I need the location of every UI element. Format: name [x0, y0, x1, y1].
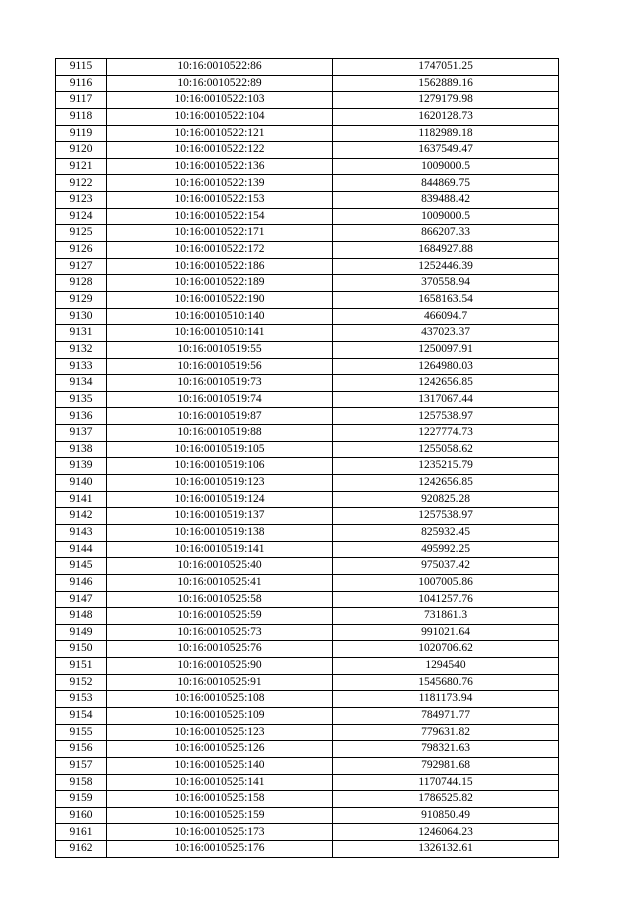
row-number-cell: 9137	[56, 425, 107, 442]
cadastral-number-cell: 10:16:0010525:123	[107, 724, 333, 741]
row-number-cell: 9158	[56, 774, 107, 791]
row-number-cell: 9140	[56, 475, 107, 492]
cadastral-number-cell: 10:16:0010519:73	[107, 375, 333, 392]
cadastral-value-table	[55, 58, 559, 858]
table-row	[56, 691, 559, 708]
row-number-cell: 9157	[56, 757, 107, 774]
value-cell: 466094.7	[333, 308, 559, 325]
cadastral-number-cell: 10:16:0010519:138	[107, 524, 333, 541]
cadastral-number-cell: 10:16:0010522:89	[107, 75, 333, 92]
table-row	[56, 524, 559, 541]
row-number-cell: 9117	[56, 92, 107, 109]
cadastral-number-cell: 10:16:0010522:104	[107, 108, 333, 125]
table-row	[56, 175, 559, 192]
table-row	[56, 724, 559, 741]
value-cell: 1545680.76	[333, 674, 559, 691]
row-number-cell: 9116	[56, 75, 107, 92]
table-row	[56, 624, 559, 641]
cadastral-number-cell: 10:16:0010522:171	[107, 225, 333, 242]
cadastral-number-cell: 10:16:0010522:122	[107, 142, 333, 159]
row-number-cell: 9125	[56, 225, 107, 242]
cadastral-number-cell: 10:16:0010522:153	[107, 192, 333, 209]
table-row	[56, 242, 559, 259]
row-number-cell: 9126	[56, 242, 107, 259]
cadastral-number-cell: 10:16:0010525:108	[107, 691, 333, 708]
cadastral-number-cell: 10:16:0010525:91	[107, 674, 333, 691]
row-number-cell: 9155	[56, 724, 107, 741]
cadastral-number-cell: 10:16:0010522:172	[107, 242, 333, 259]
value-cell: 1786525.82	[333, 791, 559, 808]
cadastral-number-cell: 10:16:0010525:59	[107, 608, 333, 625]
cadastral-number-cell: 10:16:0010525:176	[107, 841, 333, 858]
table-row	[56, 425, 559, 442]
table-row	[56, 491, 559, 508]
row-number-cell: 9122	[56, 175, 107, 192]
table-row	[56, 158, 559, 175]
cadastral-number-cell: 10:16:0010525:158	[107, 791, 333, 808]
value-cell: 1242656.85	[333, 475, 559, 492]
cadastral-number-cell: 10:16:0010522:189	[107, 275, 333, 292]
cadastral-number-cell: 10:16:0010525:140	[107, 757, 333, 774]
row-number-cell: 9130	[56, 308, 107, 325]
row-number-cell: 9150	[56, 641, 107, 658]
row-number-cell: 9143	[56, 524, 107, 541]
value-cell: 910850.49	[333, 807, 559, 824]
cadastral-number-cell: 10:16:0010525:141	[107, 774, 333, 791]
table-row	[56, 108, 559, 125]
table-row	[56, 308, 559, 325]
cadastral-number-cell: 10:16:0010519:105	[107, 441, 333, 458]
value-cell: 370558.94	[333, 275, 559, 292]
cadastral-number-cell: 10:16:0010519:141	[107, 541, 333, 558]
value-cell: 1255058.62	[333, 441, 559, 458]
value-cell: 1294540	[333, 658, 559, 675]
row-number-cell: 9138	[56, 441, 107, 458]
cadastral-number-cell: 10:16:0010522:186	[107, 258, 333, 275]
row-number-cell: 9121	[56, 158, 107, 175]
table-row	[56, 275, 559, 292]
row-number-cell: 9118	[56, 108, 107, 125]
value-cell: 1264980.03	[333, 358, 559, 375]
row-number-cell: 9135	[56, 391, 107, 408]
cadastral-number-cell: 10:16:0010525:41	[107, 574, 333, 591]
row-number-cell: 9115	[56, 59, 107, 76]
table-row	[56, 258, 559, 275]
value-cell: 1009000.5	[333, 158, 559, 175]
table-row	[56, 791, 559, 808]
table-row	[56, 541, 559, 558]
table-row	[56, 325, 559, 342]
value-cell: 1041257.76	[333, 591, 559, 608]
table-row	[56, 75, 559, 92]
row-number-cell: 9132	[56, 341, 107, 358]
row-number-cell: 9159	[56, 791, 107, 808]
value-cell: 1182989.18	[333, 125, 559, 142]
row-number-cell: 9123	[56, 192, 107, 209]
table-row	[56, 375, 559, 392]
table-row	[56, 574, 559, 591]
row-number-cell: 9144	[56, 541, 107, 558]
table-row	[56, 774, 559, 791]
value-cell: 1279179.98	[333, 92, 559, 109]
cadastral-number-cell: 10:16:0010525:73	[107, 624, 333, 641]
value-cell: 1246064.23	[333, 824, 559, 841]
cadastral-number-cell: 10:16:0010525:58	[107, 591, 333, 608]
value-cell: 1181173.94	[333, 691, 559, 708]
value-cell: 920825.28	[333, 491, 559, 508]
table-row	[56, 92, 559, 109]
row-number-cell: 9128	[56, 275, 107, 292]
value-cell: 792981.68	[333, 757, 559, 774]
row-number-cell: 9160	[56, 807, 107, 824]
value-cell: 1257538.97	[333, 408, 559, 425]
cadastral-number-cell: 10:16:0010519:106	[107, 458, 333, 475]
cadastral-number-cell: 10:16:0010510:141	[107, 325, 333, 342]
table-row	[56, 225, 559, 242]
row-number-cell: 9145	[56, 558, 107, 575]
value-cell: 1170744.15	[333, 774, 559, 791]
table-row	[56, 192, 559, 209]
cadastral-number-cell: 10:16:0010519:56	[107, 358, 333, 375]
value-cell: 1235215.79	[333, 458, 559, 475]
table-row	[56, 741, 559, 758]
value-cell: 844869.75	[333, 175, 559, 192]
row-number-cell: 9146	[56, 574, 107, 591]
table-row	[56, 824, 559, 841]
table-body	[56, 59, 559, 858]
value-cell: 825932.45	[333, 524, 559, 541]
table-row	[56, 757, 559, 774]
value-cell: 1257538.97	[333, 508, 559, 525]
cadastral-number-cell: 10:16:0010525:159	[107, 807, 333, 824]
table-row	[56, 674, 559, 691]
cadastral-number-cell: 10:16:0010522:86	[107, 59, 333, 76]
row-number-cell: 9127	[56, 258, 107, 275]
row-number-cell: 9131	[56, 325, 107, 342]
cadastral-number-cell: 10:16:0010522:190	[107, 291, 333, 308]
row-number-cell: 9153	[56, 691, 107, 708]
cadastral-number-cell: 10:16:0010519:55	[107, 341, 333, 358]
table-row	[56, 841, 559, 858]
value-cell: 1007005.86	[333, 574, 559, 591]
row-number-cell: 9149	[56, 624, 107, 641]
value-cell: 975037.42	[333, 558, 559, 575]
value-cell: 1658163.54	[333, 291, 559, 308]
table-row	[56, 707, 559, 724]
table-row	[56, 608, 559, 625]
value-cell: 1684927.88	[333, 242, 559, 259]
cadastral-number-cell: 10:16:0010525:109	[107, 707, 333, 724]
cadastral-number-cell: 10:16:0010519:137	[107, 508, 333, 525]
table-row	[56, 641, 559, 658]
table-row	[56, 441, 559, 458]
cadastral-number-cell: 10:16:0010519:87	[107, 408, 333, 425]
cadastral-number-cell: 10:16:0010510:140	[107, 308, 333, 325]
table-row	[56, 558, 559, 575]
value-cell: 866207.33	[333, 225, 559, 242]
value-cell: 1620128.73	[333, 108, 559, 125]
value-cell: 1637549.47	[333, 142, 559, 159]
cadastral-number-cell: 10:16:0010519:124	[107, 491, 333, 508]
row-number-cell: 9161	[56, 824, 107, 841]
row-number-cell: 9142	[56, 508, 107, 525]
value-cell: 1227774.73	[333, 425, 559, 442]
row-number-cell: 9139	[56, 458, 107, 475]
row-number-cell: 9124	[56, 208, 107, 225]
cadastral-number-cell: 10:16:0010522:136	[107, 158, 333, 175]
cadastral-number-cell: 10:16:0010525:40	[107, 558, 333, 575]
row-number-cell: 9133	[56, 358, 107, 375]
value-cell: 1317067.44	[333, 391, 559, 408]
value-cell: 1562889.16	[333, 75, 559, 92]
table-row	[56, 508, 559, 525]
row-number-cell: 9129	[56, 291, 107, 308]
value-cell: 839488.42	[333, 192, 559, 209]
table-row	[56, 291, 559, 308]
row-number-cell: 9141	[56, 491, 107, 508]
table-row	[56, 358, 559, 375]
value-cell: 437023.37	[333, 325, 559, 342]
row-number-cell: 9154	[56, 707, 107, 724]
row-number-cell: 9148	[56, 608, 107, 625]
table-row	[56, 658, 559, 675]
row-number-cell: 9134	[56, 375, 107, 392]
table-row	[56, 391, 559, 408]
row-number-cell: 9120	[56, 142, 107, 159]
table-row	[56, 475, 559, 492]
value-cell: 784971.77	[333, 707, 559, 724]
table-row	[56, 208, 559, 225]
table-row	[56, 408, 559, 425]
value-cell: 731861.3	[333, 608, 559, 625]
value-cell: 779631.82	[333, 724, 559, 741]
row-number-cell: 9152	[56, 674, 107, 691]
value-cell: 1326132.61	[333, 841, 559, 858]
cadastral-number-cell: 10:16:0010519:74	[107, 391, 333, 408]
cadastral-number-cell: 10:16:0010525:126	[107, 741, 333, 758]
table-row	[56, 591, 559, 608]
row-number-cell: 9136	[56, 408, 107, 425]
row-number-cell: 9162	[56, 841, 107, 858]
row-number-cell: 9156	[56, 741, 107, 758]
cadastral-number-cell: 10:16:0010522:139	[107, 175, 333, 192]
row-number-cell: 9119	[56, 125, 107, 142]
cadastral-number-cell: 10:16:0010519:88	[107, 425, 333, 442]
value-cell: 1252446.39	[333, 258, 559, 275]
value-cell: 1250097.91	[333, 341, 559, 358]
value-cell: 1020706.62	[333, 641, 559, 658]
value-cell: 495992.25	[333, 541, 559, 558]
cadastral-number-cell: 10:16:0010522:154	[107, 208, 333, 225]
table-row	[56, 59, 559, 76]
cadastral-number-cell: 10:16:0010525:173	[107, 824, 333, 841]
cadastral-number-cell: 10:16:0010522:121	[107, 125, 333, 142]
value-cell: 991021.64	[333, 624, 559, 641]
cadastral-number-cell: 10:16:0010525:76	[107, 641, 333, 658]
cadastral-number-cell: 10:16:0010525:90	[107, 658, 333, 675]
table-row	[56, 125, 559, 142]
cadastral-number-cell: 10:16:0010522:103	[107, 92, 333, 109]
table-row	[56, 807, 559, 824]
row-number-cell: 9147	[56, 591, 107, 608]
cadastral-number-cell: 10:16:0010519:123	[107, 475, 333, 492]
table-row	[56, 142, 559, 159]
value-cell: 1009000.5	[333, 208, 559, 225]
table-row	[56, 341, 559, 358]
value-cell: 1242656.85	[333, 375, 559, 392]
table-row	[56, 458, 559, 475]
row-number-cell: 9151	[56, 658, 107, 675]
value-cell: 1747051.25	[333, 59, 559, 76]
value-cell: 798321.63	[333, 741, 559, 758]
